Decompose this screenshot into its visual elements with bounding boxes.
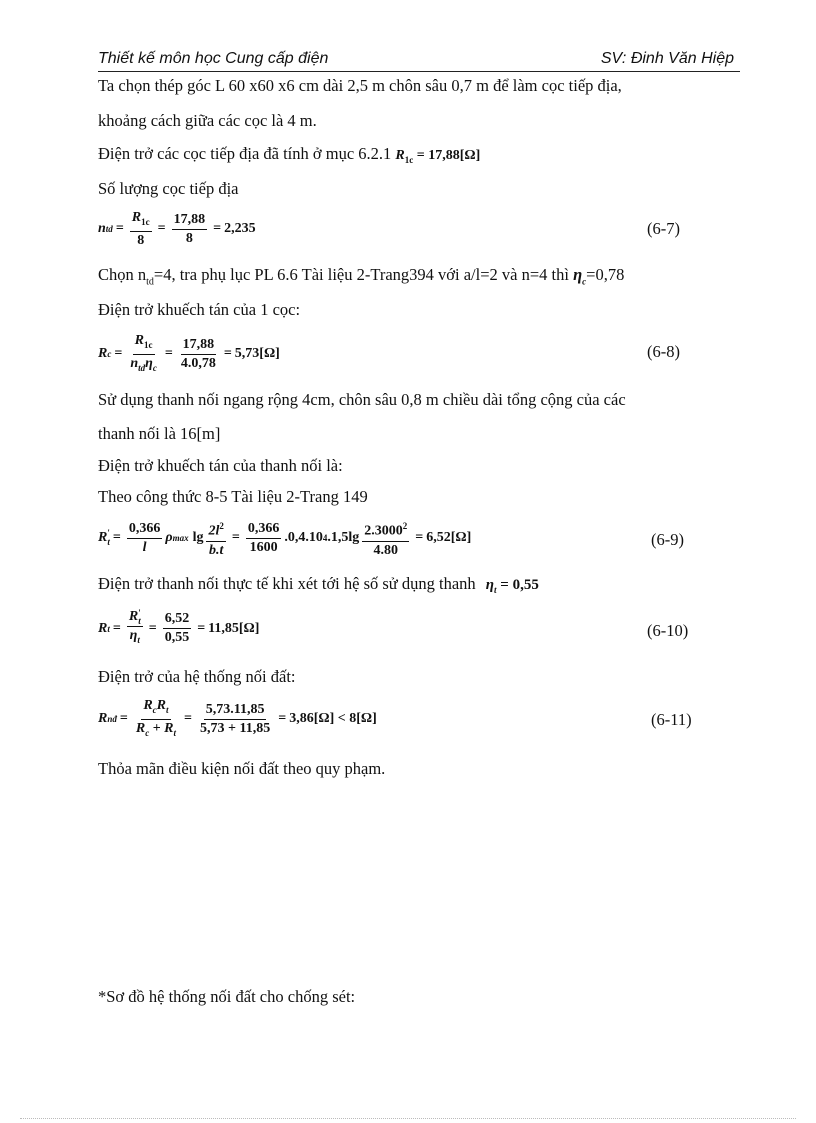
frac-num: 0,366 (127, 521, 163, 539)
eq-sign: = (112, 530, 121, 546)
paragraph-diagram-heading: *Sơ đồ hệ thống nối đất cho chống sét: (98, 987, 356, 1006)
eta-symbol: η (485, 577, 495, 593)
equation-tag-6-11: (6-11) (651, 710, 692, 729)
fraction (362, 518, 409, 559)
eq-sign: = (115, 221, 124, 237)
eq-result: 2,235 (224, 221, 256, 237)
frac-den-a: R (135, 720, 146, 736)
eq-sign: = (213, 221, 222, 237)
fraction (163, 611, 192, 646)
frac-den-a: n (130, 355, 139, 371)
eq-sign: = (223, 346, 232, 362)
eq-sign: = (278, 711, 287, 727)
frac-num: R (134, 333, 144, 348)
eq-sign: = (112, 620, 121, 636)
eq-mid-term-2: .1,5lg (327, 530, 360, 546)
frac-num-b: R (156, 698, 167, 713)
rho-subscript: max (172, 533, 189, 544)
header-course-title: Thiết kế môn học Cung cấp điện (98, 50, 329, 67)
eq-lhs: R (98, 530, 108, 546)
frac-num-sup: 2 (402, 521, 408, 531)
frac-num: R (128, 609, 139, 625)
fraction (130, 210, 152, 249)
frac-den-sub: t (137, 635, 140, 646)
frac-num-b-sub: t (166, 704, 169, 715)
frac-den: 1600 (249, 539, 278, 555)
eq-lhs: R (98, 711, 108, 727)
eta-symbol: η (573, 265, 583, 284)
paragraph-single-rod: Điện trở khuếch tán của 1 cọc: (98, 300, 301, 319)
frac-num-prime: ' (138, 608, 141, 618)
frac-num: 0,366 (246, 521, 282, 539)
frac-den-b: R (164, 720, 174, 736)
frac-num-sub: 1c (144, 339, 153, 350)
frac-num: 2l (208, 523, 220, 539)
equation-6-7 (98, 210, 256, 249)
frac-den: l (142, 539, 147, 555)
frac-den-a-sub: td (138, 362, 146, 373)
actual-bar-text: Điện trở thanh nối thực tế khi xét tới hệ số sử dụng thanh (98, 574, 476, 593)
equation-tag-6-7: (6-7) (647, 219, 680, 238)
frac-den: 4.80 (373, 542, 398, 558)
formula-subscript: 1c (404, 154, 414, 165)
frac-num-sub: 1c (141, 216, 150, 227)
frac-num: R (131, 210, 142, 225)
eta-subscript: c (582, 276, 587, 287)
eq-sign: = (157, 221, 166, 237)
eq-lhs-sub: t (107, 623, 110, 634)
eq-lhs-sub: c (107, 349, 112, 360)
frac-num: 5,73.11,85 (204, 702, 267, 720)
paragraph-conclusion: Thỏa mãn điều kiện nối đất theo quy phạm. (98, 759, 386, 778)
frac-num: 6,52 (163, 611, 192, 629)
eq-result: 11,85[Ω] (208, 620, 260, 636)
fraction (127, 609, 143, 648)
choose-subscript: td (146, 276, 154, 288)
equation-tag-6-8: (6-8) (647, 342, 680, 361)
frac-den: 4.0,78 (180, 355, 216, 371)
paragraph-system-resistance: Điện trở của hệ thống nối đất: (98, 667, 296, 686)
frac-den: η (129, 628, 138, 644)
eq-lhs: R (98, 346, 108, 362)
log-operator: lg (192, 530, 204, 546)
eq-result: 5,73[Ω] (234, 346, 280, 362)
eq-lhs-sub: t (107, 537, 110, 548)
eq-sign: = (184, 711, 193, 727)
frac-num: 2.3000 (364, 523, 403, 539)
paragraph-rod-count: Số lượng cọc tiếp địa (98, 179, 239, 198)
rod-resistance-text: Điện trở các cọc tiếp địa đã tính ở mục 6.2.1 (98, 144, 392, 163)
paragraph-actual-bar (98, 574, 539, 595)
eq-mid-term: .0,4.10 (284, 530, 323, 546)
frac-den-a-sub: c (145, 727, 150, 738)
choose-text-b: =4, tra phụ lục PL 6.6 Tài liệu 2-Trang394 với a/l=2 và n=4 thì (153, 265, 569, 284)
eq-result: 3,86[Ω] < 8[Ω] (289, 711, 377, 727)
equation-tag-6-10: (6-10) (647, 621, 689, 640)
plus-sign: + (152, 720, 161, 736)
rod-resistance-formula (395, 148, 480, 163)
eq-sign: = (114, 346, 123, 362)
fraction (134, 698, 178, 741)
paragraph-spacing: khoảng cách giữa các cọc là 4 m. (98, 111, 317, 130)
frac-num-sup: 2 (219, 521, 224, 531)
eq-mid-sup: 4 (322, 533, 328, 544)
paragraph-formula-ref: Theo công thức 8-5 Tài liệu 2-Trang 149 (98, 487, 368, 506)
eq-lhs-prime: ' (107, 528, 110, 539)
frac-num-a: R (143, 698, 153, 713)
eq-sign: = (197, 620, 206, 636)
frac-den: 8 (185, 230, 193, 246)
equation-6-9 (98, 518, 471, 559)
page-bottom-border (20, 1118, 796, 1119)
paragraph-bar-length: thanh nối là 16[m] (98, 424, 221, 443)
eq-sign: = (119, 711, 128, 727)
eq-lhs: R (98, 620, 108, 636)
eta-subscript: t (494, 585, 497, 595)
frac-den-b: η (145, 355, 153, 371)
paragraph-bar-resistance: Điện trở khuếch tán của thanh nối là: (98, 456, 343, 475)
frac-den: 5,73 + 11,85 (200, 720, 271, 736)
eq-sign: = (415, 530, 424, 546)
fraction (128, 333, 159, 376)
paragraph-steel-choice: Ta chọn thép góc L 60 x60 x6 cm dài 2,5 m chôn sâu 0,7 m để làm cọc tiếp địa, (98, 76, 622, 95)
fraction (206, 518, 225, 559)
eq-result: 6,52[Ω] (426, 530, 472, 546)
eq-sign: = (148, 620, 157, 636)
eq-sign: = (164, 346, 173, 362)
eta-value: = 0,55 (500, 577, 539, 593)
frac-den: 8 (137, 232, 145, 248)
equation-6-10 (98, 609, 259, 648)
equation-tag-6-9: (6-9) (651, 530, 684, 549)
fraction (246, 521, 282, 556)
equation-6-8 (98, 333, 280, 376)
frac-den: b.t (208, 542, 224, 558)
eq-lhs: n (98, 221, 106, 237)
frac-num-a-sub: c (152, 704, 157, 715)
choose-text-a: Chọn n (98, 265, 147, 284)
page-header (98, 49, 740, 72)
paragraph-horizontal-bar: Sử dụng thanh nối ngang rộng 4cm, chôn sâu 0,8 m chiều dài tổng cộng của các (98, 390, 626, 409)
frac-num-sub: t (138, 616, 141, 626)
paragraph-choose-ntd (98, 265, 624, 287)
frac-den: 0,55 (164, 630, 190, 645)
frac-num: 17,88 (181, 337, 217, 355)
frac-den-b-sub: c (152, 362, 157, 373)
frac-num: 17,88 (172, 212, 208, 230)
rho-symbol: ρ (165, 530, 173, 546)
formula-value: = 17,88[Ω] (416, 148, 481, 163)
fraction (127, 521, 163, 556)
frac-den-b-sub: t (173, 727, 177, 738)
equation-6-11 (98, 698, 377, 741)
formula-symbol: R (395, 148, 405, 163)
paragraph-rod-resistance (98, 144, 480, 165)
choose-value: =0,78 (586, 265, 625, 284)
fraction (179, 337, 218, 372)
fraction (172, 212, 208, 247)
header-student-name: SV: Đinh Văn Hiệp (600, 50, 734, 67)
eq-lhs-sub: td (105, 224, 113, 235)
eq-lhs-sub: nđ (107, 714, 117, 725)
fraction (198, 702, 272, 737)
eq-sign: = (231, 530, 240, 546)
